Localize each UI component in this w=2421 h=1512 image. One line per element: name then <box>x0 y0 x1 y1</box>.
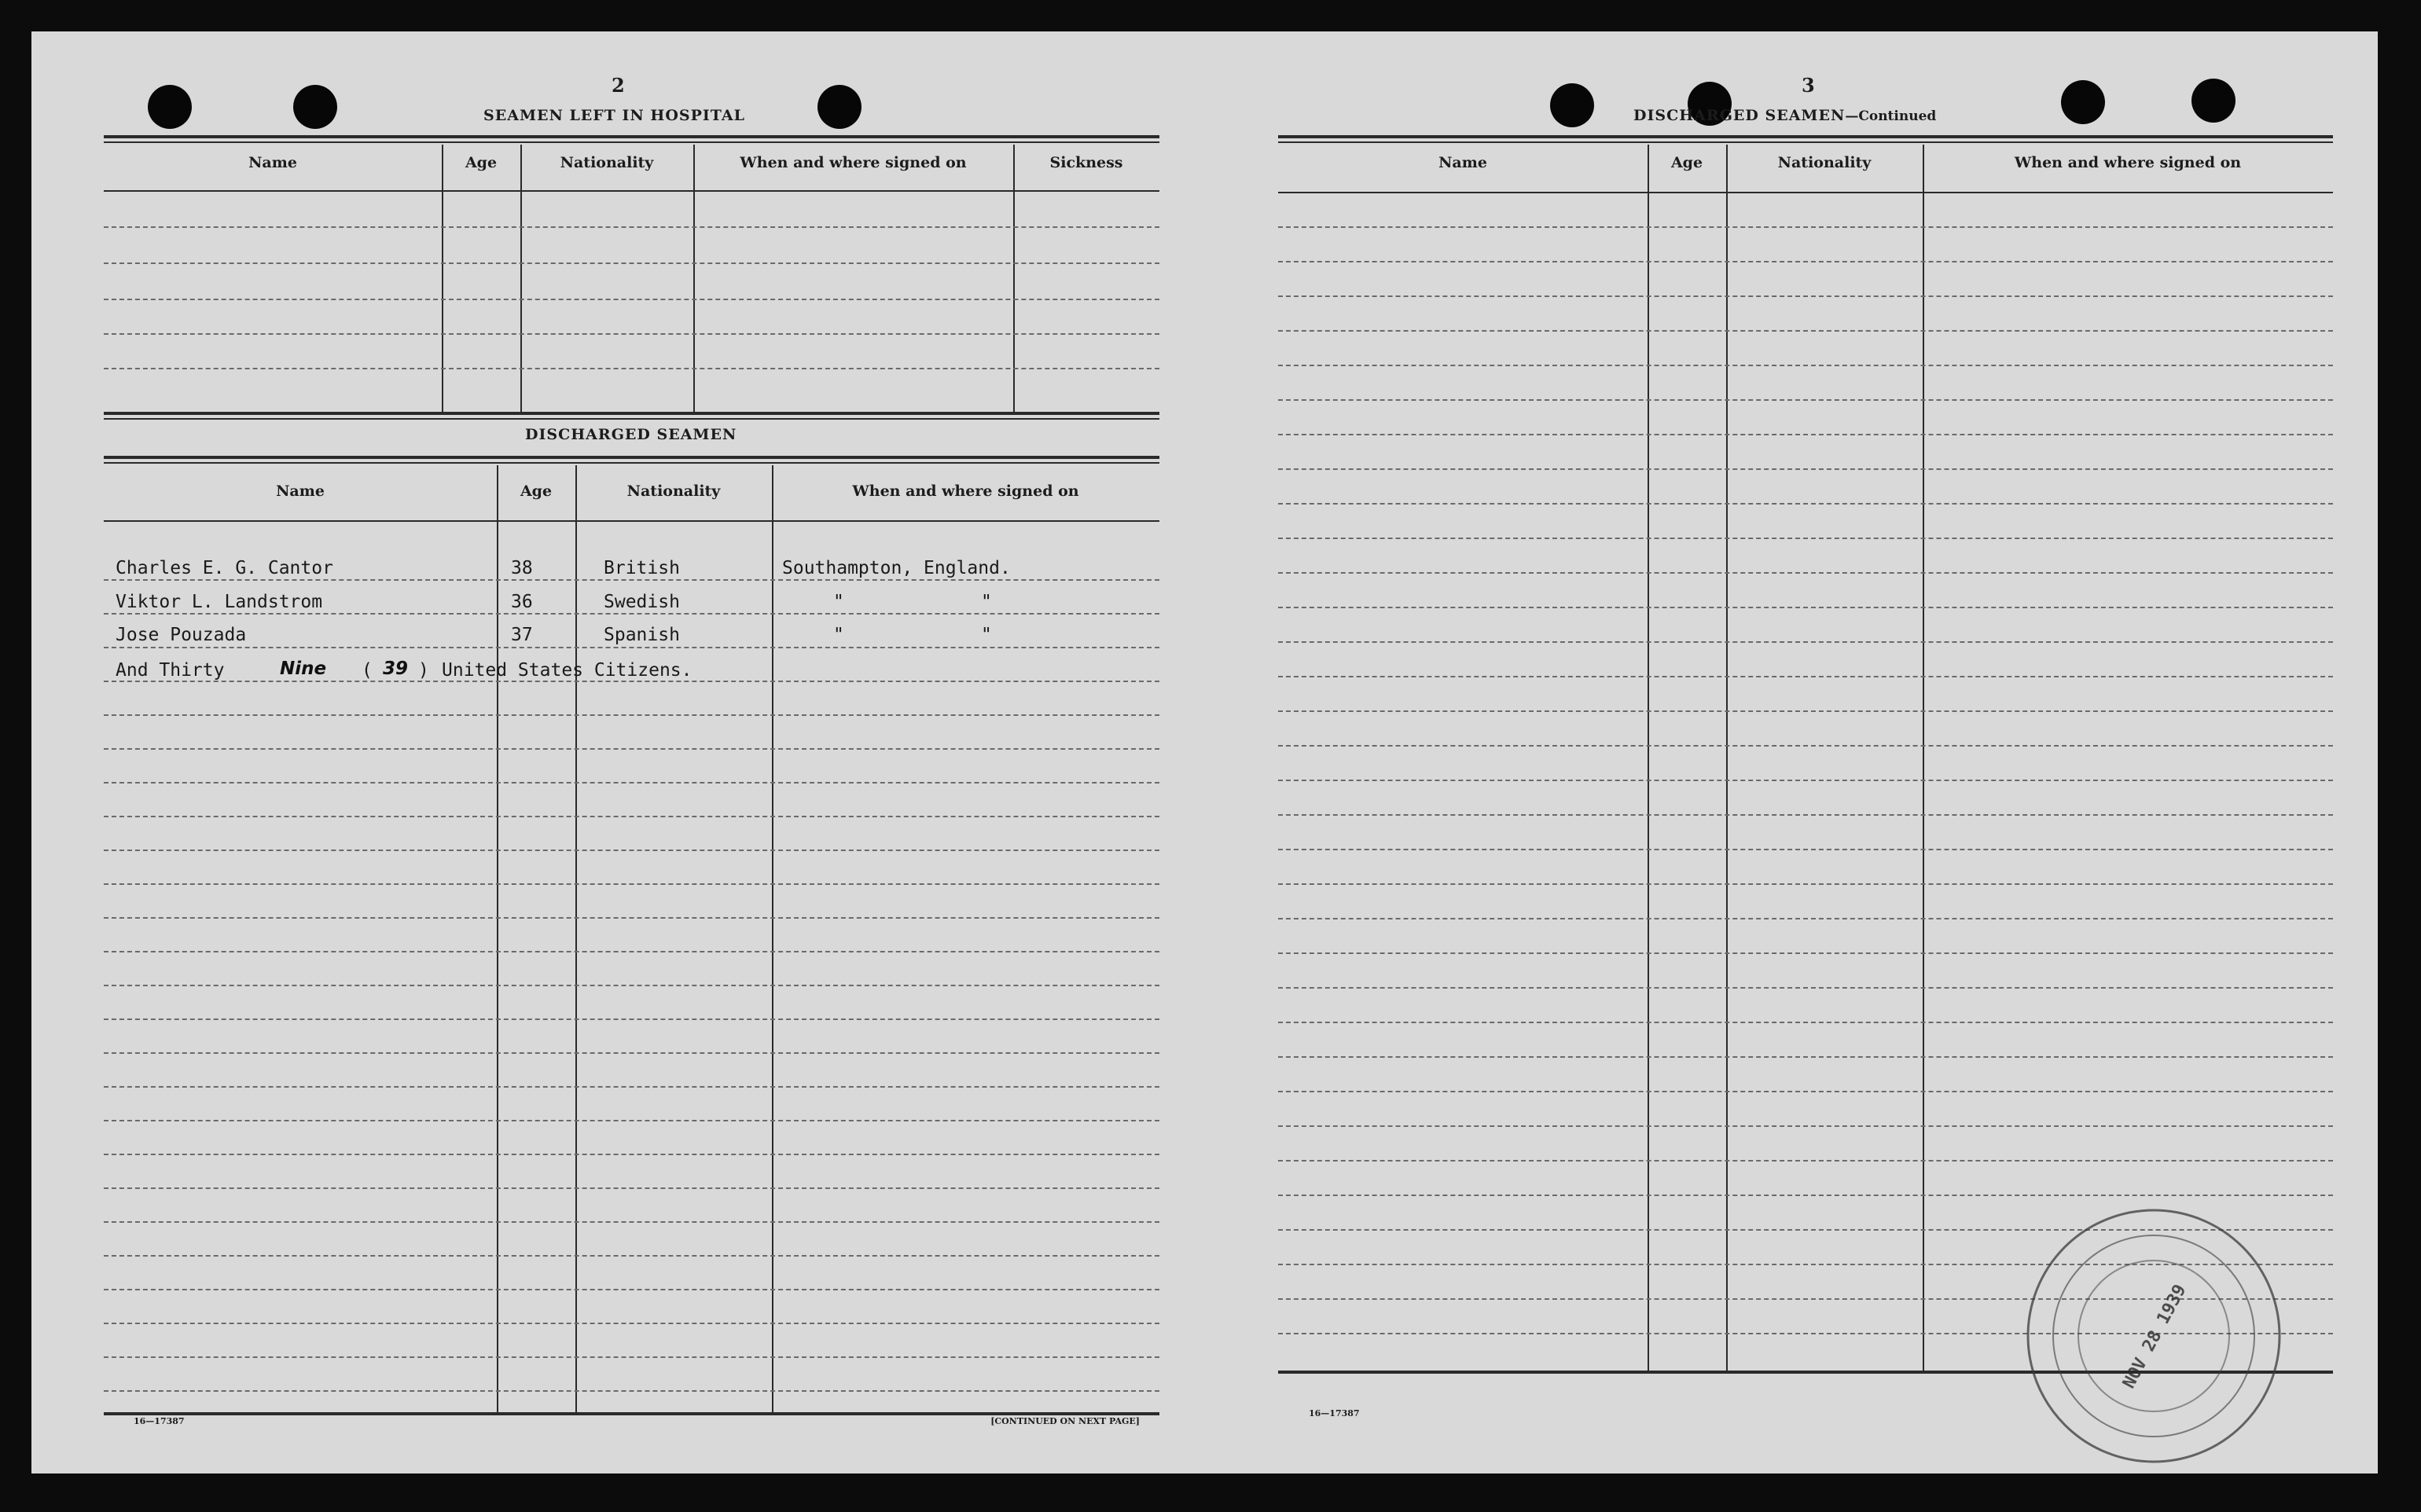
handwritten-word: Nine <box>280 659 327 679</box>
seaman-nationality: Spanish <box>604 625 680 645</box>
seaman-age: 38 <box>511 558 533 578</box>
hospital-table <box>104 135 1159 442</box>
column-header-name: Name <box>248 154 297 171</box>
column-header-age: Age <box>1670 154 1703 171</box>
seaman-nationality: Swedish <box>604 592 680 612</box>
form-number-left: 16—17387 <box>134 1416 185 1426</box>
column-header-age: Age <box>465 154 498 171</box>
punch-hole <box>293 85 337 129</box>
punch-hole <box>148 85 192 129</box>
column-header-nationality: Nationality <box>626 483 721 500</box>
summary-suffix: United States Citizens. <box>442 660 693 681</box>
ditto-mark: " <box>981 625 992 645</box>
ditto-mark: " <box>833 625 844 645</box>
seaman-age: 37 <box>511 625 533 645</box>
date-stamp-icon <box>2020 1202 2287 1470</box>
open-paren: ( <box>362 660 373 681</box>
seaman-age: 36 <box>511 592 533 612</box>
punch-hole <box>2191 79 2235 123</box>
summary-prefix: And Thirty <box>116 660 225 681</box>
column-header-nationality: Nationality <box>560 154 654 171</box>
punch-hole <box>817 85 861 129</box>
ditto-mark: " <box>981 592 992 612</box>
column-header-sickness: Sickness <box>1049 154 1123 171</box>
hospital-section-title: SEAMEN LEFT IN HOSPITAL <box>483 107 745 124</box>
punch-hole <box>1550 83 1594 127</box>
continued-suffix: —Continued <box>1845 108 1937 124</box>
discharged-continued-title-text: DISCHARGED SEAMEN <box>1633 107 1846 124</box>
column-header-signed-on: When and where signed on <box>740 154 967 171</box>
column-header-name: Name <box>1438 154 1487 171</box>
seaman-name: Jose Pouzada <box>116 625 247 645</box>
ditto-mark: " <box>833 592 844 612</box>
column-header-signed-on: When and where signed on <box>2014 154 2242 171</box>
continued-note: [CONTINUED ON NEXT PAGE] <box>990 1416 1140 1426</box>
close-paren: ) <box>418 660 429 681</box>
seaman-nationality: British <box>604 558 680 578</box>
page-number-right: 3 <box>1802 74 1815 97</box>
discharged-section-title: DISCHARGED SEAMEN <box>525 426 737 443</box>
handwritten-number: 39 <box>383 659 409 679</box>
column-header-age: Age <box>520 483 553 500</box>
document-sheet <box>31 31 2378 1473</box>
form-number-right: 16—17387 <box>1309 1408 1360 1418</box>
seaman-name: Charles E. G. Cantor <box>116 558 333 578</box>
column-header-name: Name <box>276 483 325 500</box>
seaman-signed-on: Southampton, England. <box>782 558 1011 578</box>
seaman-name: Viktor L. Landstrom <box>116 592 323 612</box>
column-header-signed-on: When and where signed on <box>852 483 1079 500</box>
discharged-continued-title <box>1633 107 1936 124</box>
punch-hole <box>2061 80 2105 124</box>
page-number-left: 2 <box>612 74 625 97</box>
stamp-date: NOV 28 1939 <box>2119 1281 2191 1392</box>
column-header-nationality: Nationality <box>1777 154 1872 171</box>
